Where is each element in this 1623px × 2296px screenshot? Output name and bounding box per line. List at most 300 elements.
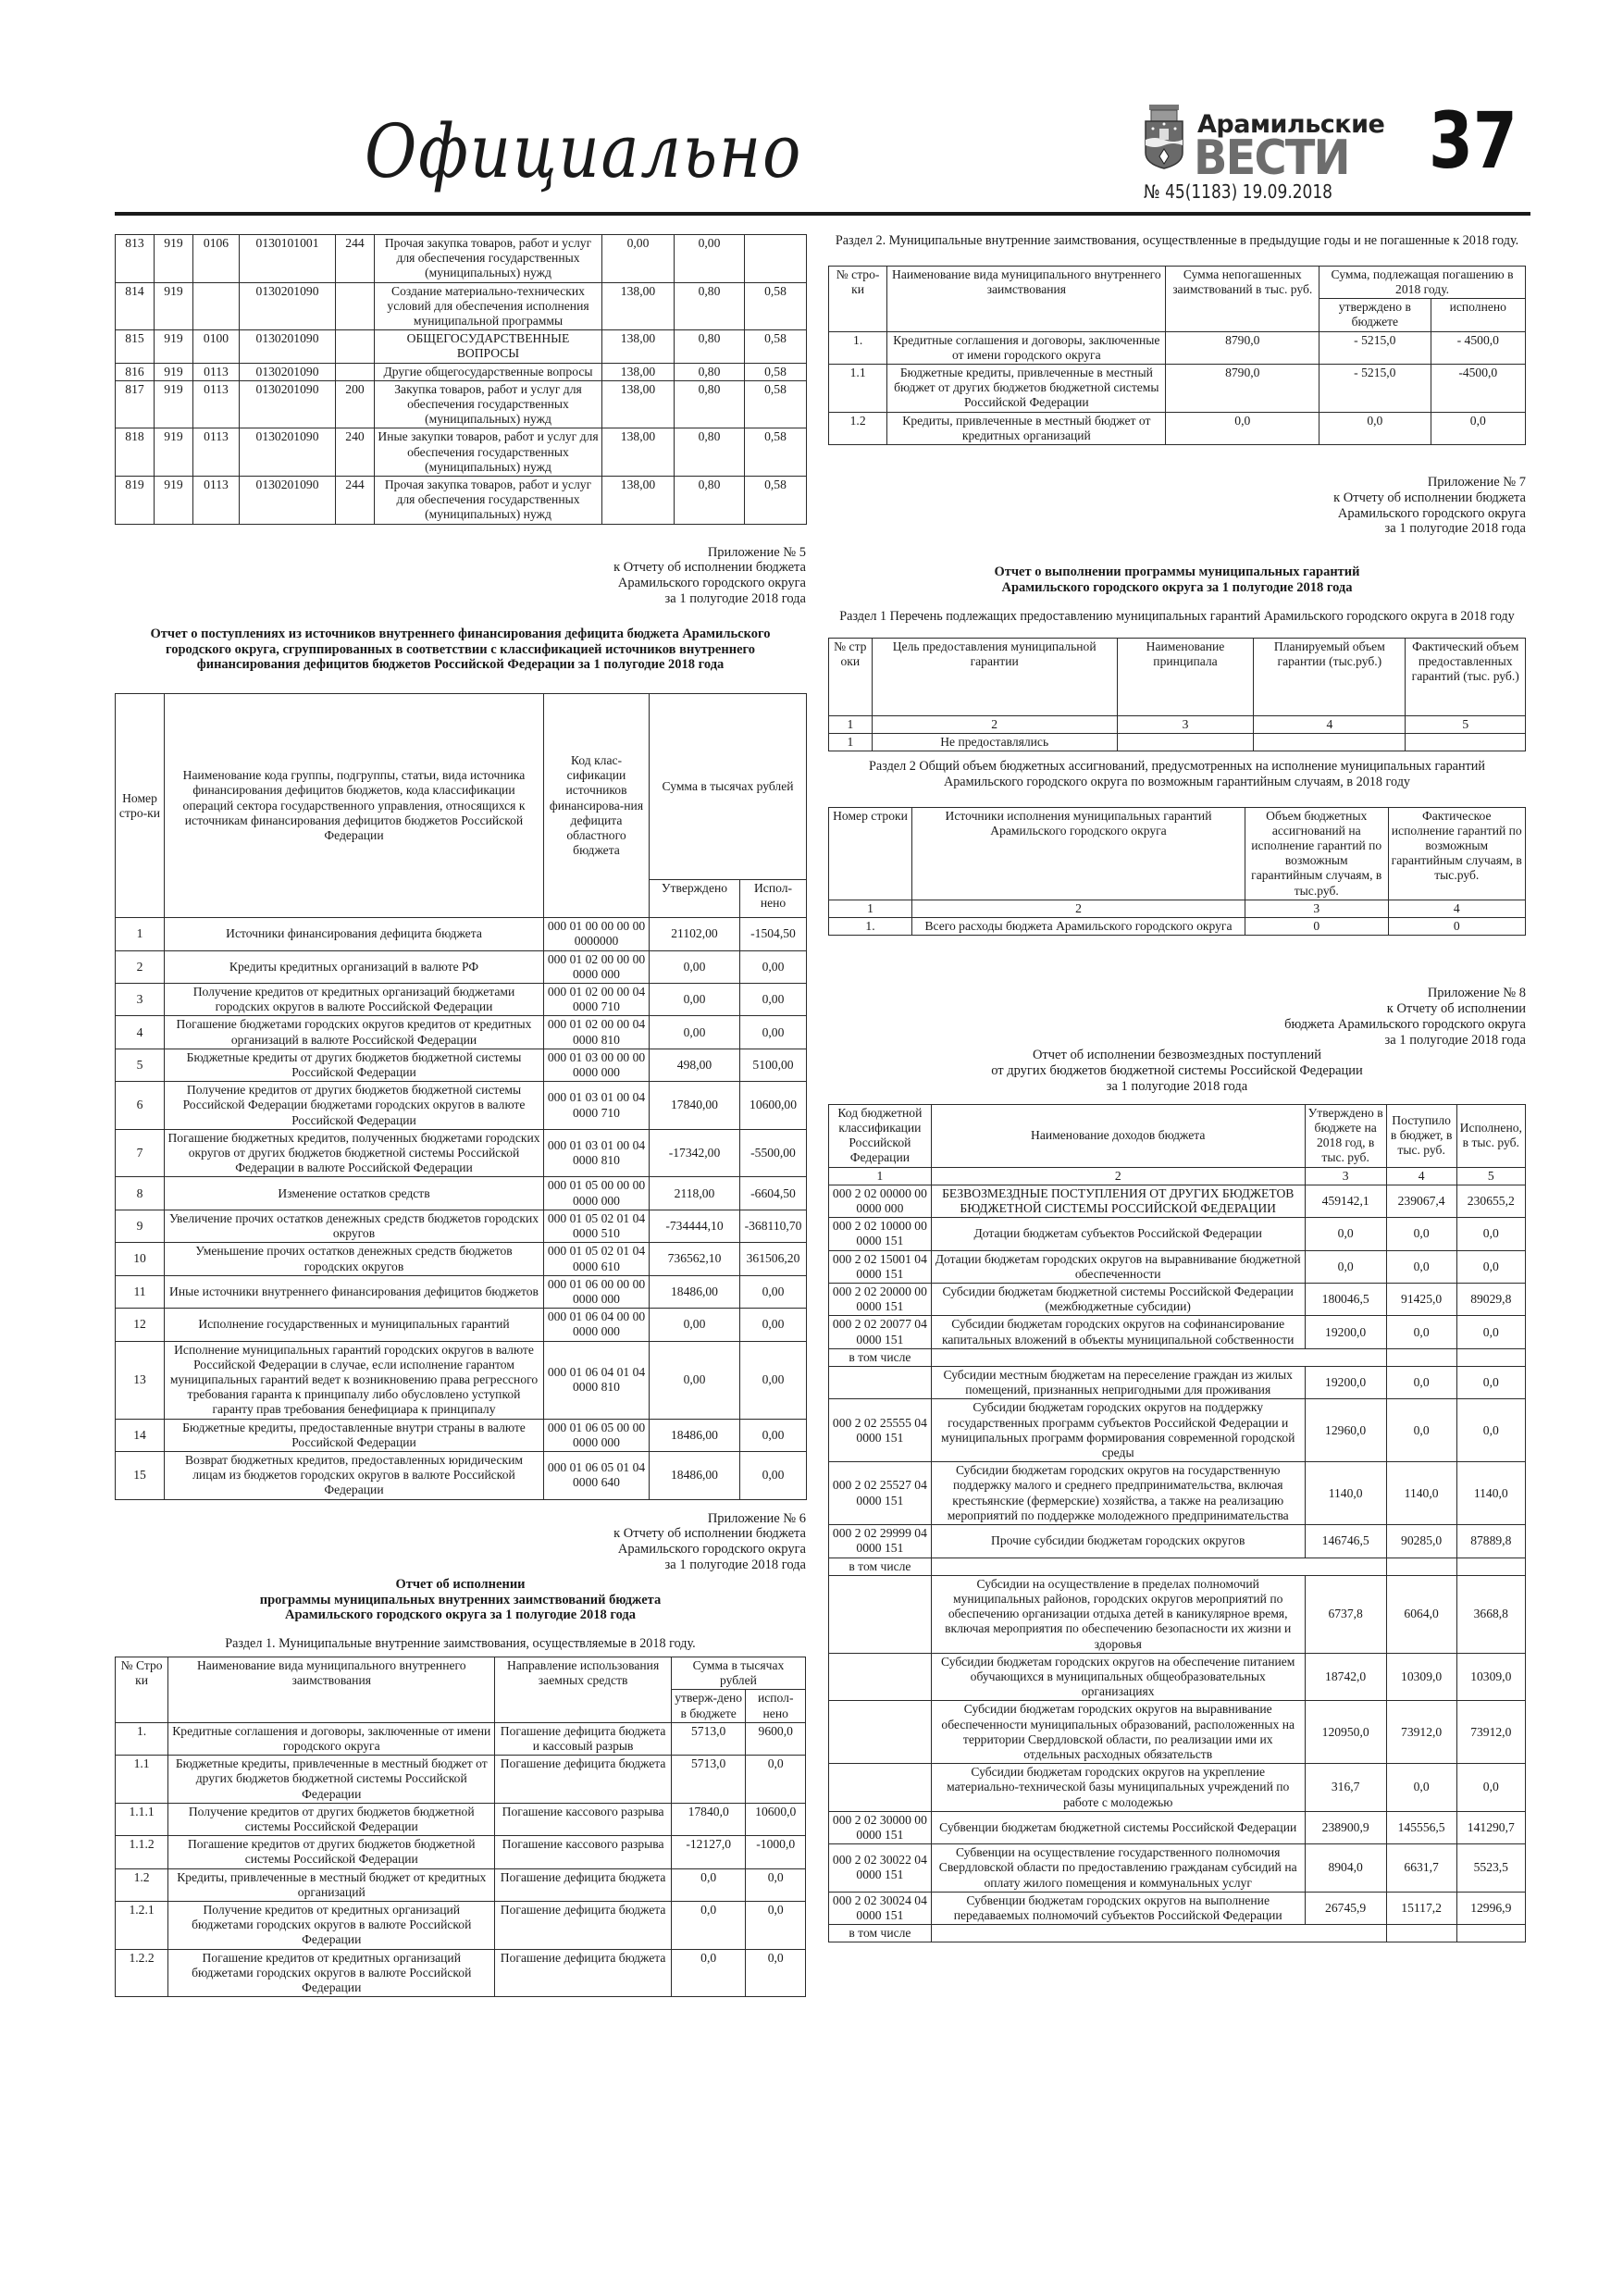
- col-header-planned: Планируемый объем гарантии (тыс.руб.): [1254, 638, 1406, 715]
- col-header-approved: Утверждено: [650, 880, 740, 918]
- cell-n: 6: [116, 1082, 165, 1130]
- cell-approved: 19200,0: [1305, 1367, 1386, 1399]
- cell-approved: 0,00: [650, 1341, 740, 1419]
- cell-v3: 0,58: [745, 428, 807, 477]
- cell-code: 000 01 03 01 00 04 0000 710: [544, 1082, 650, 1130]
- issue-number-date: № 45(1183) 19.09.2018: [1144, 180, 1332, 203]
- cell-code: [829, 1367, 932, 1399]
- cell-executed: 141290,7: [1456, 1811, 1525, 1843]
- table-row: [829, 1575, 1526, 1653]
- table-row: [116, 1836, 806, 1868]
- table-row: [829, 1811, 1526, 1843]
- cell-approved: 180046,5: [1305, 1284, 1386, 1316]
- cell-code: 000 2 02 10000 00 0000 151: [829, 1218, 932, 1250]
- table-row: [116, 1901, 806, 1949]
- cell-b: 0100: [193, 330, 240, 363]
- cell-executed: 3668,8: [1456, 1575, 1525, 1653]
- cell-a: 919: [155, 330, 193, 363]
- cell-executed: 0,0: [1431, 412, 1525, 444]
- col-header-name: Наименование доходов бюджета: [931, 1104, 1305, 1167]
- cell-approved: 1140,0: [1305, 1462, 1386, 1525]
- table-row: [116, 1341, 807, 1419]
- cell-n: 4: [116, 1016, 165, 1049]
- cell-executed: -1000,0: [746, 1836, 806, 1868]
- cell-name: Иные закупки товаров, работ и услуг для обеспечения государственных (муниципальных) нужд: [375, 428, 602, 477]
- cell-name: Бюджетные кредиты, привлеченные в местный бюджет от других бюджетов бюджетной системы Российской Федерации: [887, 365, 1166, 413]
- cell-name: Дотации бюджетам городских округов на выравнивание бюджетной обеспеченности: [931, 1250, 1305, 1283]
- table-row: [829, 1218, 1526, 1250]
- cell-executed: 0,0: [1456, 1399, 1525, 1462]
- col-header-executed: исполнено: [1431, 299, 1525, 331]
- cell-v2: 0,80: [675, 282, 745, 330]
- cell-n: 815: [116, 330, 155, 363]
- cell-name: Получение кредитов от других бюджетов бюджетной системы Российской Федерации: [168, 1803, 495, 1835]
- cell-code: 000 01 06 05 00 00 0000 000: [544, 1419, 650, 1451]
- table-row: [829, 1653, 1526, 1701]
- cell-executed: 0,0: [746, 1868, 806, 1901]
- cell-n: 15: [116, 1451, 165, 1499]
- col-header-source: Источники исполнения муниципальных гарантий Арамильского городского округа: [912, 807, 1245, 900]
- previous-borrowings-table: [828, 266, 1526, 445]
- cell-name: БЕЗВОЗМЕЗДНЫЕ ПОСТУПЛЕНИЯ ОТ ДРУГИХ БЮДЖЕТОВ БЮДЖЕТНОЙ СИСТЕМЫ РОССИЙСКОЙ ФЕДЕРАЦИИ: [931, 1185, 1305, 1217]
- cell-a: 919: [155, 235, 193, 283]
- cell-executed: - 4500,0: [1431, 331, 1525, 364]
- cell-v1: 138,00: [602, 428, 675, 477]
- cell-received: 0,0: [1386, 1399, 1456, 1462]
- cell-v2: 0,80: [675, 477, 745, 525]
- table-row: [829, 1367, 1526, 1399]
- cell-name: Бюджетные кредиты от других бюджетов бюджетной системы Российской Федерации: [165, 1049, 544, 1081]
- cell-approved: 0,0: [1319, 412, 1431, 444]
- cell-received: 15117,2: [1386, 1892, 1456, 1924]
- col-header-sum: Сумма в тысячах рублей: [650, 694, 807, 880]
- cell-received: 239067,4: [1386, 1185, 1456, 1217]
- col-header-actual: Фактическое исполнение гарантий по возможным гарантийным случаям, в тыс.руб.: [1388, 807, 1526, 900]
- cell-b: 0113: [193, 363, 240, 380]
- cell-approved: 0,00: [650, 1016, 740, 1049]
- col-header-executed: Исполнено, в тыс. руб.: [1456, 1104, 1525, 1167]
- cell-executed: 0,00: [740, 1309, 807, 1341]
- cell-code: 000 01 03 01 00 04 0000 810: [544, 1129, 650, 1177]
- appendix-6-caption: Приложение № 6 к Отчету об исполнении бюджета Арамильского городского округа за 1 полугодие 2018 года: [613, 1510, 806, 1572]
- guarantee-allocations-table: Номер строки Источники исполнения муниципальных гарантий Арамильского городского округа Объем бюджетных ассигнований на исполнение гарантий по возможным гарантийным случаям, в тыс.руб. Фактическое исполнение гарантий по возможным гарантийным случаям, в тыс.руб. 1 2 3 4 1. Всего расходы бюджета Арамильского городского округа 0 0: [828, 807, 1526, 937]
- cell-code: 000 2 02 30022 04 0000 151: [829, 1844, 932, 1893]
- cell-executed: -5500,00: [740, 1129, 807, 1177]
- cell-name: Субсидии бюджетам городских округов на поддержку государственных программ субъектов Российской Федерации и муниципальных программ формирования современной городской среды: [931, 1399, 1305, 1462]
- cell-d: [336, 363, 375, 380]
- table-row: [116, 428, 807, 477]
- cell-code: 000 01 05 02 01 04 0000 510: [544, 1210, 650, 1242]
- cell-name: Увеличение прочих остатков денежных средств бюджетов городских округов: [165, 1210, 544, 1242]
- table-row: 1 Не предоставлялись: [829, 733, 1526, 751]
- cell-n: 13: [116, 1341, 165, 1419]
- logo-wordmark-main: ВЕСТИ: [1194, 130, 1349, 186]
- cell-approved: 18486,00: [650, 1275, 740, 1308]
- cell-code: 000 2 02 29999 04 0000 151: [829, 1525, 932, 1558]
- table-row: [116, 1419, 807, 1451]
- cell-n: 9: [116, 1210, 165, 1242]
- cell-code: 000 2 02 00000 00 0000 000: [829, 1185, 932, 1217]
- col-header-number: Номер строки: [829, 807, 912, 900]
- cell-executed: 0,0: [746, 1756, 806, 1804]
- cell-n: 14: [116, 1419, 165, 1451]
- cell-a: 919: [155, 380, 193, 428]
- logo-wordmark-top: Арамильские: [1197, 110, 1385, 139]
- cell-c: 0130101001: [240, 235, 336, 283]
- cell-n: 2: [116, 950, 165, 983]
- cell-v3: 0,58: [745, 380, 807, 428]
- cell-n: 10: [116, 1243, 165, 1275]
- col-header-code: Код бюджетной классификации Российской Федерации: [829, 1104, 932, 1167]
- masthead: [115, 97, 1530, 216]
- cell-c: 0130201090: [240, 282, 336, 330]
- cell-direction: Погашение дефицита бюджета: [495, 1901, 672, 1949]
- cell-executed: 0,0: [746, 1901, 806, 1949]
- cell-name: Возврат бюджетных кредитов, предоставленных юридическим лицам из бюджетов городских округов в валюте Российской Федерации: [165, 1451, 544, 1499]
- cell-approved: 498,00: [650, 1049, 740, 1081]
- cell-name: Субсидии бюджетам городских округов на софинансирование капитальных вложений в объекты муниципальной собственности: [931, 1316, 1305, 1348]
- cell-v2: 0,80: [675, 380, 745, 428]
- deficit-financing-table: [115, 693, 807, 1499]
- cell-v1: 138,00: [602, 282, 675, 330]
- cell-n: 1: [116, 918, 165, 950]
- cell-approved: 0,00: [650, 1309, 740, 1341]
- cell-approved: -734444,10: [650, 1210, 740, 1242]
- cell-code: 000 01 06 04 00 00 0000 000: [544, 1309, 650, 1341]
- cell-executed: 0,00: [740, 1016, 807, 1049]
- cell-approved: - 5215,0: [1319, 331, 1431, 364]
- appendix-5-caption: Приложение № 5 к Отчету об исполнении бюджета Арамильского городского округа за 1 полугодие 2018 года: [613, 544, 806, 607]
- cell-code: 000 2 02 30024 04 0000 151: [829, 1892, 932, 1924]
- cell-name: ОБЩЕГОСУДАРСТВЕННЫЕ ВОПРОСЫ: [375, 330, 602, 363]
- masthead-divider: [115, 212, 1530, 216]
- cell-executed: 0,00: [740, 1419, 807, 1451]
- table-row: [116, 1451, 807, 1499]
- table-row: [829, 1316, 1526, 1348]
- cell-n: 1.2: [116, 1868, 168, 1901]
- cell-v2: 0,00: [675, 235, 745, 283]
- cell-code: 000 2 02 25555 04 0000 151: [829, 1399, 932, 1462]
- table-row: [116, 477, 807, 525]
- table-row: [116, 984, 807, 1016]
- cell-name: Создание материально-технических условий для обеспечения исполнения муниципальной программы: [375, 282, 602, 330]
- cell-code: 000 01 06 04 01 04 0000 810: [544, 1341, 650, 1419]
- table-row: [116, 235, 807, 283]
- cell-name: Субсидии бюджетам городских округов на выравнивание обеспеченности муниципальных образований, расположенных на территории Свердловской области, по реализации ими их отдельных расходных обязательств: [931, 1701, 1305, 1764]
- cell-approved: 5713,0: [671, 1722, 746, 1755]
- budget-expense-table: [115, 234, 807, 525]
- cell-approved: 6737,8: [1305, 1575, 1386, 1653]
- col-header-name: Наименование кода группы, подгруппы, статьи, вида источника финансирования дефицитов бюджетов, кода классификации операций сектора государственного управления, относящихся к источникам финансирования дефицитов бюджетов Российской Федерации: [165, 694, 544, 918]
- cell-name: Другие общегосударственные вопросы: [375, 363, 602, 380]
- appendix-7-caption: Приложение № 7 к Отчету об исполнении бюджета Арамильского городского округа за 1 полугодие 2018 года: [1333, 475, 1526, 537]
- table-row: [116, 1868, 806, 1901]
- cell-n: 816: [116, 363, 155, 380]
- table-row: [829, 1399, 1526, 1462]
- cell-name: Кредитные соглашения и договоры, заключенные от имени городского округа: [887, 331, 1166, 364]
- cell-n: 1.1.2: [116, 1836, 168, 1868]
- table-row: [829, 1348, 1526, 1366]
- cell-n: 1.1.1: [116, 1803, 168, 1835]
- appendix-6-title: Отчет об исполнении программы муниципальных внутренних заимствований бюджета Арамильского городского округа за 1 полугодие 2018 года: [259, 1576, 662, 1623]
- coat-of-arms-icon: [1144, 105, 1184, 169]
- cell-approved: 0,00: [650, 950, 740, 983]
- cell-executed: 0,00: [740, 950, 807, 983]
- table-row: [829, 1525, 1526, 1558]
- cell-code: 000 01 00 00 00 00 0000000: [544, 918, 650, 950]
- col-header-number: Номер стро-ки: [116, 694, 165, 918]
- cell-direction: Погашение дефицита бюджета: [495, 1868, 672, 1901]
- cell-v3: 0,58: [745, 363, 807, 380]
- cell-name: Прочие субсидии бюджетам городских округов: [931, 1525, 1305, 1558]
- cell-name: Погашение бюджетных кредитов, полученных бюджетами городских округов от других бюджетов бюджетной системы Российской Федерации в валюте Российской Федерации: [165, 1129, 544, 1177]
- table-row: [116, 1210, 807, 1242]
- cell-name: Исполнение муниципальных гарантий городских округов в валюте Российской Федерации в случае, если исполнение гарантом муниципальных гарантий ведет к возникновению права регрессного требования гаранта к принципалу либо обусловлено уступкой гаранту прав требования бенефициара к принципалу: [165, 1341, 544, 1419]
- cell-received: 1140,0: [1386, 1462, 1456, 1525]
- cell-approved: 0,0: [671, 1901, 746, 1949]
- cell-a: 919: [155, 477, 193, 525]
- cell-name: Погашение кредитов от других бюджетов бюджетной системы Российской Федерации: [168, 1836, 495, 1868]
- cell-n: 8: [116, 1177, 165, 1210]
- cell-received: 145556,5: [1386, 1811, 1456, 1843]
- cell-executed: 5523,5: [1456, 1844, 1525, 1893]
- cell-c: 0130201090: [240, 380, 336, 428]
- col-header-sum: Сумма в тысячах рублей: [671, 1657, 805, 1689]
- cell-a: 919: [155, 363, 193, 380]
- col-header-principal: Наименование принципала: [1117, 638, 1254, 715]
- cell-name: Субсидии бюджетам бюджетной системы Российской Федерации (межбюджетные субсидии): [931, 1284, 1305, 1316]
- cell-executed: 1140,0: [1456, 1462, 1525, 1525]
- cell-name: Получение кредитов от кредитных организаций бюджетами городских округов в валюте Российской Федерации: [168, 1901, 495, 1949]
- cell-n: 818: [116, 428, 155, 477]
- cell-approved: 5713,0: [671, 1756, 746, 1804]
- cell-outstanding: 8790,0: [1166, 365, 1319, 413]
- right-column: [828, 233, 1526, 1942]
- cell-name: Исполнение государственных и муниципальных гарантий: [165, 1309, 544, 1341]
- cell-approved: 18742,0: [1305, 1653, 1386, 1701]
- cell-executed: 10600,0: [746, 1803, 806, 1835]
- cell-executed: -1504,50: [740, 918, 807, 950]
- cell-code: 000 01 06 00 00 00 0000 000: [544, 1275, 650, 1308]
- cell-approved: 19200,0: [1305, 1316, 1386, 1348]
- cell-d: [336, 282, 375, 330]
- table-row: [829, 1892, 1526, 1924]
- col-header-number: № Стро ки: [116, 1657, 168, 1722]
- table-row: [829, 1284, 1526, 1316]
- cell-d: 244: [336, 235, 375, 283]
- cell-c: 0130201090: [240, 330, 336, 363]
- subheading-label: в том числе: [829, 1558, 932, 1575]
- cell-approved: -12127,0: [671, 1836, 746, 1868]
- cell-n: 12: [116, 1309, 165, 1341]
- cell-approved: 459142,1: [1305, 1185, 1386, 1217]
- guarantees-list-table: № стр оки Цель предоставления муниципальной гарантии Наименование принципала Планируемый объем гарантии (тыс.руб.) Фактический объем предоставленных гарантий (тыс. руб.) 1 2 3 4 5 1 Не предоставлялись: [828, 638, 1526, 751]
- cell-approved: 0,0: [1305, 1218, 1386, 1250]
- cell-approved: -17342,00: [650, 1129, 740, 1177]
- cell-executed: 87889,8: [1456, 1525, 1525, 1558]
- col-header-name: Наименование вида муниципального внутреннего заимствования: [168, 1657, 495, 1722]
- cell-approved: 21102,00: [650, 918, 740, 950]
- cell-name: Прочая закупка товаров, работ и услуг для обеспечения государственных (муниципальных) нужд: [375, 477, 602, 525]
- cell-d: 240: [336, 428, 375, 477]
- table-row: [116, 1243, 807, 1275]
- cell-direction: Погашение кассового разрыва: [495, 1836, 672, 1868]
- cell-code: 000 01 05 00 00 00 0000 000: [544, 1177, 650, 1210]
- cell-executed: 12996,9: [1456, 1892, 1525, 1924]
- cell-received: 10309,0: [1386, 1653, 1456, 1701]
- cell-name: Иные источники внутреннего финансирования дефицитов бюджетов: [165, 1275, 544, 1308]
- table-row: [116, 1756, 806, 1804]
- cell-received: 91425,0: [1386, 1284, 1456, 1316]
- col-header-code: Код клас-сификации источников финансирова-ния дефицита областного бюджета: [544, 694, 650, 918]
- cell-code: [829, 1764, 932, 1812]
- table-row: [116, 1803, 806, 1835]
- appendix-7-title: Отчет о выполнении программы муниципальных гарантий Арамильского городского округа за 1 полугодие 2018 года: [994, 565, 1360, 596]
- cell-code: [829, 1575, 932, 1653]
- cell-v1: 138,00: [602, 363, 675, 380]
- cell-name: Субсидии бюджетам городских округов на обеспечение питанием обучающихся в муниципальных общеобразовательных организациях: [931, 1653, 1305, 1701]
- cell-name: Субсидии на осуществление в пределах полномочий муниципальных районов, городских округов мероприятий по обеспечению организации отдыха детей в каникулярное время, включая мероприятия по обеспечению безопасности их жизни и здоровья: [931, 1575, 1305, 1653]
- cell-name: Источники финансирования дефицита бюджета: [165, 918, 544, 950]
- col-header-approved: утверж-дено в бюджете: [671, 1690, 746, 1722]
- table-row: [829, 365, 1526, 413]
- cell-executed: 10600,00: [740, 1082, 807, 1130]
- cell-approved: 238900,9: [1305, 1811, 1386, 1843]
- cell-c: 0130201090: [240, 363, 336, 380]
- cell-executed: 0,0: [1456, 1316, 1525, 1348]
- cell-executed: -368110,70: [740, 1210, 807, 1242]
- cell-name: Субвенции бюджетам городских округов на выполнение передаваемых полномочий субъектов Российской Федерации: [931, 1892, 1305, 1924]
- table-row: [116, 363, 807, 380]
- table-row: [116, 1949, 806, 1997]
- cell-name: Погашение кредитов от кредитных организаций бюджетами городских округов в валюте Российской Федерации: [168, 1949, 495, 1997]
- table-row: [116, 950, 807, 983]
- cell-b: 0113: [193, 477, 240, 525]
- col-header-actual: Фактический объем предоставленных гарантий (тыс. руб.): [1406, 638, 1526, 715]
- cell-name: Субсидии местным бюджетам на переселение граждан из жилых помещений, признанных непригодными для проживания: [931, 1367, 1305, 1399]
- col-header-due: Сумма, подлежащая погашению в 2018 году.: [1319, 266, 1526, 298]
- page-number: 37: [1429, 95, 1518, 186]
- section-title: Официально: [365, 108, 803, 194]
- cell-b: 0113: [193, 380, 240, 428]
- cell-n: 1.2.1: [116, 1901, 168, 1949]
- table-row: [829, 1558, 1526, 1575]
- table-row: [116, 1722, 806, 1755]
- cell-direction: Погашение дефицита бюджета и кассовый разрыв: [495, 1722, 672, 1755]
- table-row: [829, 1701, 1526, 1764]
- cell-executed: 0,0: [746, 1949, 806, 1997]
- cell-n: 11: [116, 1275, 165, 1308]
- cell-name: Дотации бюджетам субъектов Российской Федерации: [931, 1218, 1305, 1250]
- cell-approved: 17840,00: [650, 1082, 740, 1130]
- cell-approved: 12960,0: [1305, 1399, 1386, 1462]
- cell-d: 200: [336, 380, 375, 428]
- cell-executed: 0,0: [1456, 1764, 1525, 1812]
- cell-name: Закупка товаров, работ и услуг для обеспечения государственных (муниципальных) нужд: [375, 380, 602, 428]
- cell-executed: 0,0: [1456, 1218, 1525, 1250]
- col-header-volume: Объем бюджетных ассигнований на исполнение гарантий по возможным гарантийным случаям, в тыс.руб.: [1245, 807, 1389, 900]
- cell-n: 1.1: [829, 365, 887, 413]
- cell-received: 6631,7: [1386, 1844, 1456, 1893]
- cell-code: 000 2 02 25527 04 0000 151: [829, 1462, 932, 1525]
- cell-n: 1.: [116, 1722, 168, 1755]
- cell-approved: 8904,0: [1305, 1844, 1386, 1893]
- cell-executed: 0,00: [740, 984, 807, 1016]
- cell-name: Кредиты, привлеченные в местный бюджет от кредитных организаций: [168, 1868, 495, 1901]
- cell-approved: - 5215,0: [1319, 365, 1431, 413]
- cell-v2: 0,80: [675, 428, 745, 477]
- cell-v3: 0,58: [745, 282, 807, 330]
- cell-name: Субсидии бюджетам городских округов на государственную поддержку малого и среднего предпринимательства, включая крестьянские (фермерские) хозяйства, а также на реализацию мероприятий по поддержке молодежного предпринимательства: [931, 1462, 1305, 1525]
- cell-received: 0,0: [1386, 1367, 1456, 1399]
- cell-d: 244: [336, 477, 375, 525]
- cell-name: Субсидии бюджетам городских округов на укрепление материально-технической базы муниципальных учреждений по работе с молодежью: [931, 1764, 1305, 1812]
- subheading-label: в том числе: [829, 1348, 932, 1366]
- col-header-name: Наименование вида муниципального внутреннего заимствования: [887, 266, 1166, 331]
- cell-name: Уменьшение прочих остатков денежных средств бюджетов городских округов: [165, 1243, 544, 1275]
- cell-code: 000 2 02 30000 00 0000 151: [829, 1811, 932, 1843]
- cell-name: Кредиты кредитных организаций в валюте РФ: [165, 950, 544, 983]
- appendix-8-caption: Приложение № 8 к Отчету об исполнении бюджета Арамильского городского округа за 1 полугодие 2018 года: [1284, 986, 1526, 1048]
- table-row: [116, 1129, 807, 1177]
- cell-v1: 138,00: [602, 477, 675, 525]
- cell-name: Бюджетные кредиты, предоставленные внутри страны в валюте Российской Федерации: [165, 1419, 544, 1451]
- col-header-received: Поступило в бюджет, в тыс. руб.: [1386, 1104, 1456, 1167]
- cell-b: 0113: [193, 428, 240, 477]
- cell-executed: -4500,0: [1431, 365, 1525, 413]
- cell-n: 5: [116, 1049, 165, 1081]
- cell-executed: 0,0: [1456, 1250, 1525, 1283]
- cell-approved: 120950,0: [1305, 1701, 1386, 1764]
- table-row: [829, 331, 1526, 364]
- appendix-5-title: Отчет о поступлениях из источников внутреннего финансирования дефицита бюджета Арамильского городского округа, сгруппированных в соответствии с классификацией источников внутреннего финансирования дефицитов бюджетов Российской Федерации за 1 полугодие 2018 года: [150, 626, 771, 673]
- cell-v1: 0,00: [602, 235, 675, 283]
- cell-n: 1.: [829, 331, 887, 364]
- cell-code: 000 01 02 00 00 04 0000 810: [544, 1016, 650, 1049]
- cell-approved: 316,7: [1305, 1764, 1386, 1812]
- cell-n: 7: [116, 1129, 165, 1177]
- cell-executed: 5100,00: [740, 1049, 807, 1081]
- cell-executed: 10309,0: [1456, 1653, 1525, 1701]
- cell-executed: 0,00: [740, 1275, 807, 1308]
- cell-received: 0,0: [1386, 1218, 1456, 1250]
- appendix-7-section-1-caption: Раздел 1 Перечень подлежащих предоставлению муниципальных гарантий Арамильского городского округа в 2018 году: [839, 608, 1515, 624]
- col-header-goal: Цель предоставления муниципальной гарантии: [872, 638, 1117, 715]
- col-header-approved: Утверждено в бюджете на 2018 год, в тыс. руб.: [1305, 1104, 1386, 1167]
- cell-approved: 0,00: [650, 984, 740, 1016]
- cell-b: [193, 282, 240, 330]
- table-row: [116, 1177, 807, 1210]
- table-row: [116, 1275, 807, 1308]
- cell-a: 919: [155, 282, 193, 330]
- cell-approved: 18486,00: [650, 1419, 740, 1451]
- cell-code: [829, 1653, 932, 1701]
- cell-code: 000 01 02 00 00 00 0000 000: [544, 950, 650, 983]
- cell-executed: 73912,0: [1456, 1701, 1525, 1764]
- cell-direction: Погашение дефицита бюджета: [495, 1756, 672, 1804]
- col-header-executed: испол-нено: [746, 1690, 806, 1722]
- cell-approved: 736562,10: [650, 1243, 740, 1275]
- table-row: [829, 1925, 1526, 1942]
- cell-code: 000 2 02 15001 04 0000 151: [829, 1250, 932, 1283]
- cell-approved: 18486,00: [650, 1451, 740, 1499]
- table-row: [829, 1462, 1526, 1525]
- cell-approved: 0,0: [671, 1949, 746, 1997]
- cell-executed: 230655,2: [1456, 1185, 1525, 1217]
- cell-outstanding: 0,0: [1166, 412, 1319, 444]
- cell-received: 0,0: [1386, 1250, 1456, 1283]
- cell-received: 73912,0: [1386, 1701, 1456, 1764]
